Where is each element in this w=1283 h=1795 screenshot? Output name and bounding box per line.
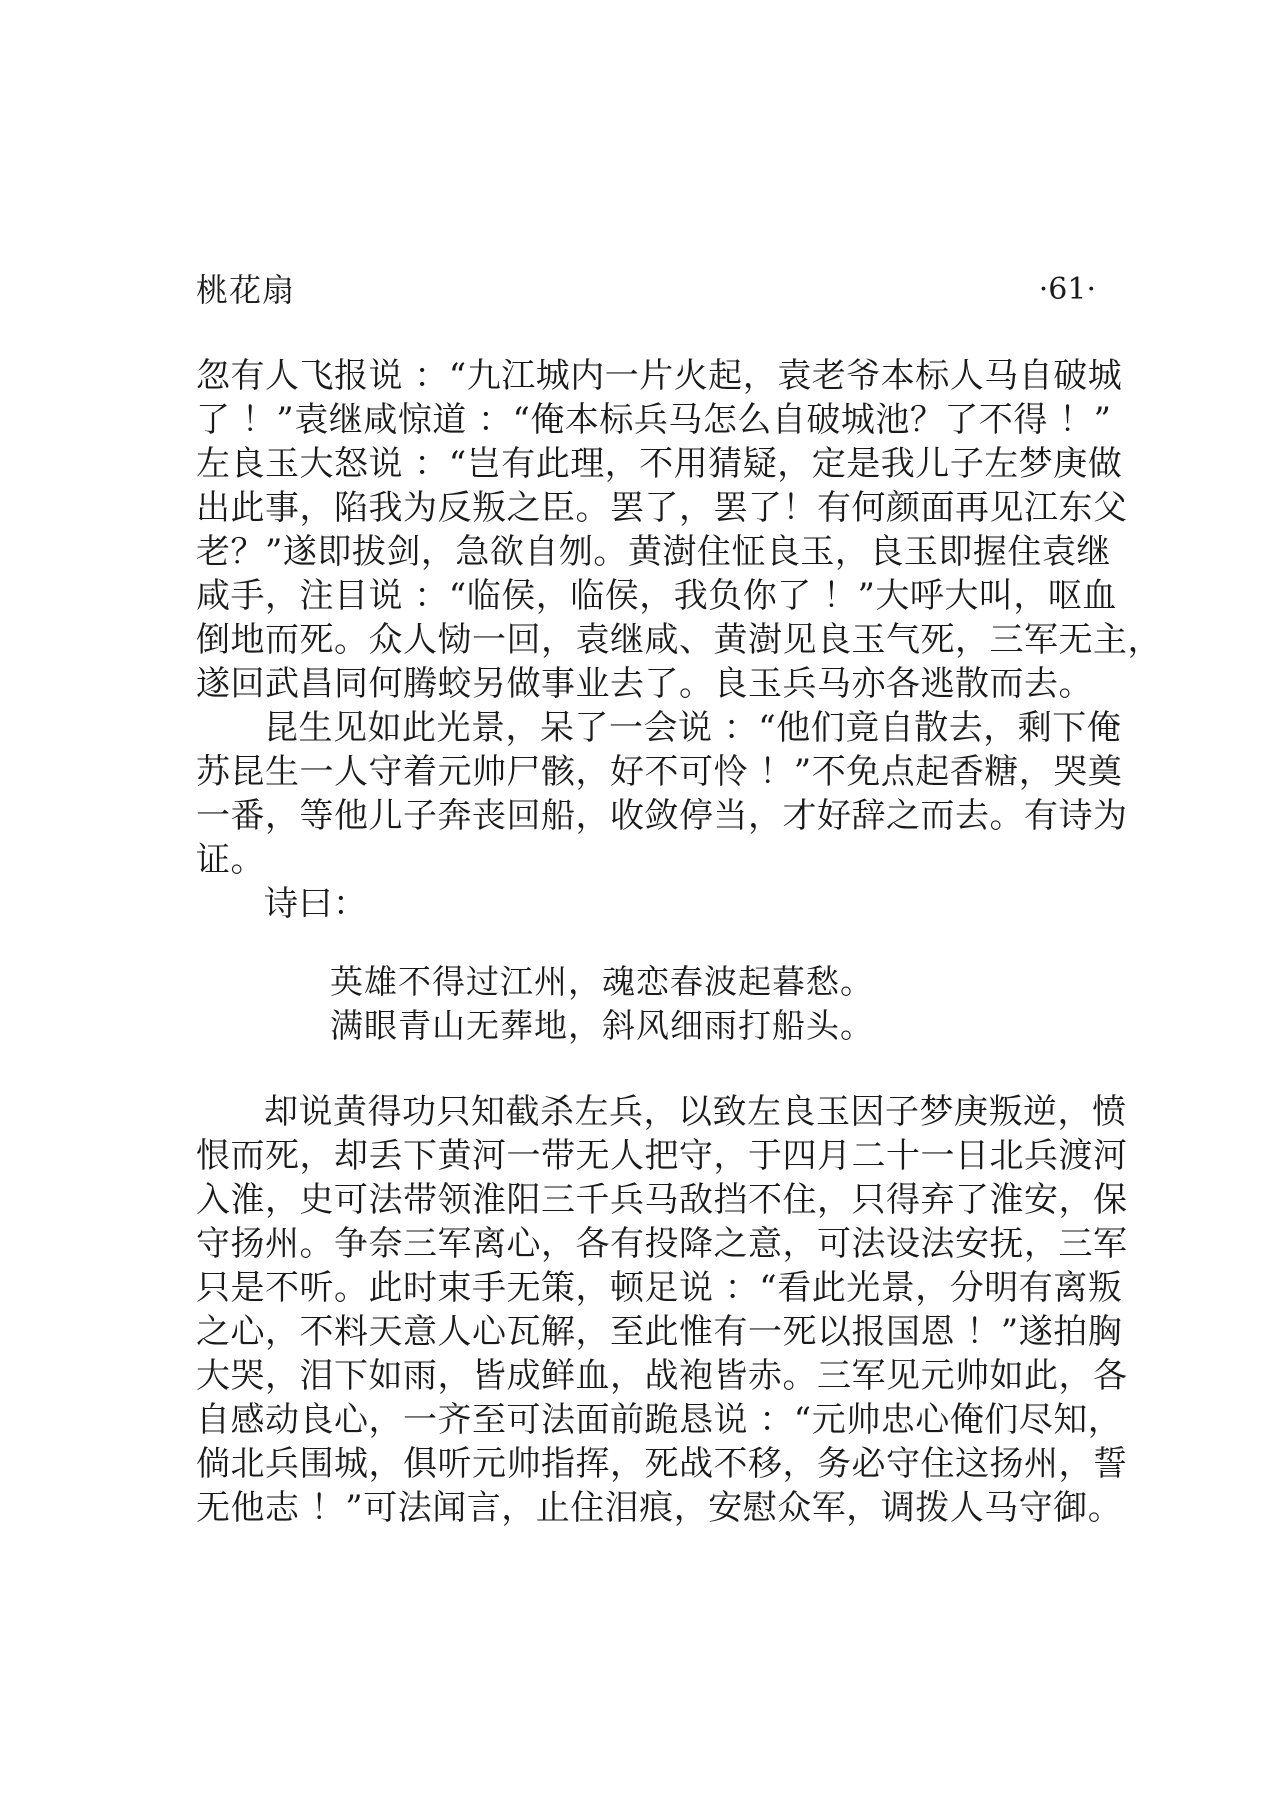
- text-line: 大哭，泪下如雨，皆成鲜血，战袍皆赤。三军见元帅如此，各: [196, 1356, 1128, 1396]
- text-line: 了 ！”袁继咸惊道 ：“俺本标兵马怎么自破城池？了不得 ！”: [196, 400, 1112, 440]
- poem-intro: 诗曰：: [264, 884, 368, 924]
- page-number: ·61·: [1038, 272, 1096, 307]
- text-line: 入淮，史可法带领淮阳三千兵马敌挡不住，只得弃了淮安，保: [196, 1180, 1128, 1220]
- poem-line: 满眼青山无葬地，斜风细雨打船头。: [330, 1006, 874, 1045]
- poem-line: 英雄不得过江州，魂恋春波起暮愁。: [330, 962, 874, 1001]
- text-line: 一番，等他儿子奔丧回船，收敛停当，才好辞之而去。有诗为: [196, 796, 1128, 836]
- text-line: 昆生见如此光景，呆了一会说 ：“他们竟自散去，剩下俺: [264, 708, 1122, 748]
- text-line: 左良玉大怒说 ：“岂有此理，不用猜疑，定是我儿子左梦庚做: [196, 444, 1123, 484]
- book-title: 桃花扇: [196, 271, 296, 309]
- page-header: [196, 268, 1096, 312]
- text-line: 倘北兵围城，俱听元帅指挥，死战不移，务必守住这扬州，誓: [196, 1444, 1128, 1484]
- text-line: 出此事，陷我为反叛之臣。罢了，罢了！有何颜面再见江东父: [196, 488, 1128, 528]
- text-line: 老？”遂即拔剑，急欲自刎。黄澍住怔良玉，良玉即握住袁继: [196, 532, 1111, 572]
- text-line: 苏昆生一人守着元帅尸骸，好不可怜 ！”不免点起香糖，哭奠: [196, 752, 1123, 792]
- text-line: 却说黄得功只知截杀左兵，以致左良玉因子梦庚叛逆，愤: [264, 1092, 1127, 1132]
- text-line: 遂回武昌同何腾蛟另做事业去了。良玉兵马亦各逃散而去。: [196, 664, 1093, 704]
- text-line: 无他志 ！”可法闻言，止住泪痕，安慰众军，调拨人马守御。: [196, 1488, 1123, 1528]
- text-line: 倒地而死。众人恸一回，袁继咸、黄澍见良玉气死，三军无主，: [196, 620, 1162, 660]
- text-line: 证。: [196, 840, 265, 880]
- text-line: 自感动良心，一齐至可法面前跪恳说 ：“元帅忠心俺们尽知，: [196, 1400, 1123, 1440]
- text-line: 只是不听。此时束手无策，顿足说 ：“看此光景，分明有离叛: [196, 1268, 1123, 1308]
- text-line: 忽有人飞报说 ：“九江城内一片火起，袁老爷本标人马自破城: [196, 356, 1123, 396]
- text-line: 之心，不料天意人心瓦解，至此惟有一死以报国恩 ！”遂拍胸: [196, 1312, 1123, 1352]
- text-line: 咸手，注目说 ：“临侯，临侯，我负你了 ！”大呼大叫，呕血: [196, 576, 1117, 616]
- text-line: 恨而死，却丢下黄河一带无人把守，于四月二十一日北兵渡河: [196, 1136, 1128, 1176]
- text-line: 守扬州。争奈三军离心，各有投降之意，可法设法安抚，三军: [196, 1224, 1128, 1264]
